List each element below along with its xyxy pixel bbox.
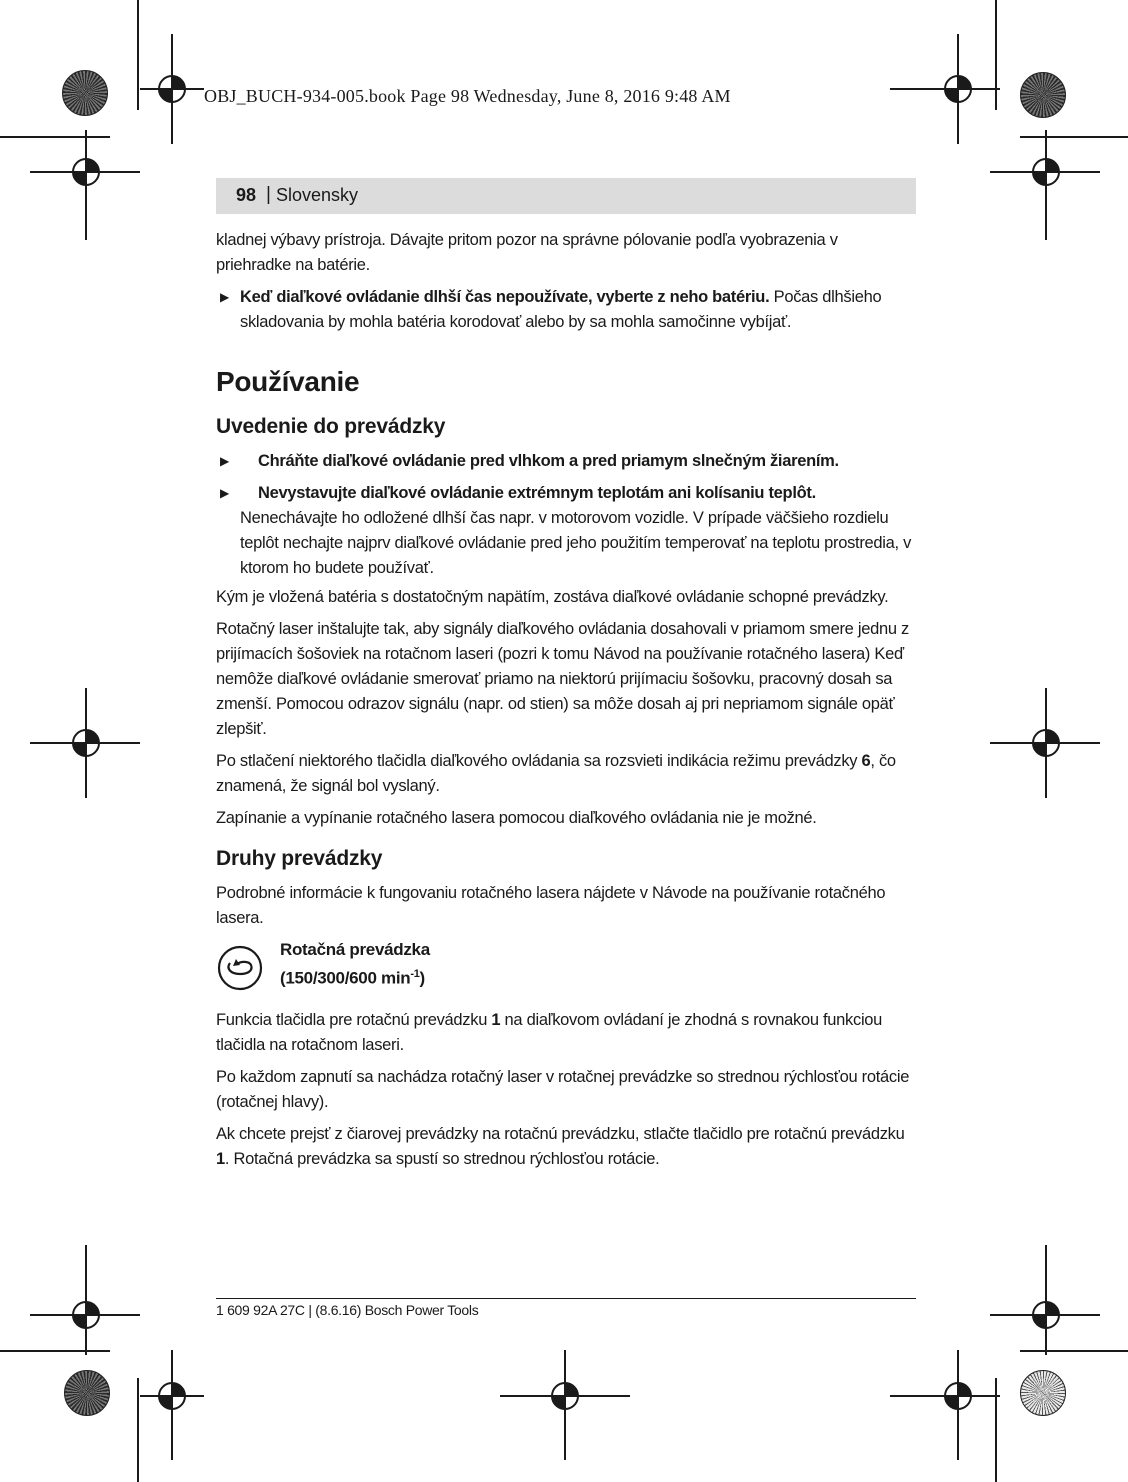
list-item — [216, 285, 916, 335]
paragraph: Podrobné informácie k fungovaniu rotačného lasera nájdete v Návode na používanie rotačného lasera. — [216, 884, 886, 927]
registration-mark-icon — [890, 1350, 1000, 1460]
triangle-bullet-icon: ▶ — [220, 290, 229, 304]
paragraph-text: Po stlačení niektorého tlačidla diaľkového ovládania sa rozsvieti indikácia režimu prevádzky — [216, 752, 862, 770]
reference-number: 1 — [491, 1011, 501, 1029]
registration-mark-icon — [30, 130, 140, 240]
list-item — [216, 481, 916, 581]
reference-number: 6 — [861, 752, 871, 770]
bullet-text: Počas dlhšieho skladovania by mohla batéria korodovať alebo by sa mohla samočinne vybíjať. — [240, 288, 882, 331]
registration-mark-icon — [140, 1350, 204, 1460]
footer-divider — [216, 1298, 916, 1299]
mode-title-superscript: -1 — [410, 968, 420, 980]
bullet-bold-text: Keď diaľkové ovládanie dlhší čas nepoužívate, vyberte z neho batériu. — [240, 288, 770, 306]
paragraph-text: . Rotačná prevádzka sa spustí so strednou rýchlosťou rotácie. — [224, 1150, 660, 1168]
registration-mark-icon — [30, 1245, 140, 1355]
paragraph-text: , čo znamená, že signál bol vyslaný. — [216, 752, 896, 795]
header-separator: | — [266, 184, 271, 205]
color-target-icon — [62, 70, 108, 116]
page-header-band — [216, 178, 916, 214]
registration-mark-icon — [990, 130, 1100, 240]
color-target-icon — [1020, 1370, 1066, 1416]
rotation-mode-icon — [216, 944, 264, 992]
registration-mark-icon — [140, 34, 204, 144]
registration-mark-icon — [890, 34, 1000, 144]
color-target-icon — [64, 1370, 110, 1416]
bullet-bold-text: Chráňte diaľkové ovládanie pred vlhkom a pred priamym slnečným žiarením. — [258, 452, 839, 470]
triangle-bullet-icon: ▶ — [220, 454, 229, 468]
bullet-text: Nenechávajte ho odložené dlhší čas napr. v motorovom vozidle. V prípade väčšieho rozdielu teplôt nechajte najprv diaľkové ovládanie pred jeho použitím temperovať na teplotu prostredia, v ktorom ho budete používať. — [240, 509, 912, 577]
bullet-bold-text: Nevystavujte diaľkové ovládanie extrémnym teplotám ani kolísaniu teplôt. — [258, 484, 816, 502]
reference-number: 1 — [216, 1150, 225, 1168]
page-footer: 1 609 92A 27C | (8.6.16) Bosch Power Tools — [216, 1302, 479, 1318]
registration-mark-icon — [990, 1245, 1100, 1355]
mode-heading — [216, 938, 916, 996]
color-target-icon — [1020, 72, 1066, 118]
page-body — [216, 228, 916, 1179]
registration-mark-icon — [500, 1350, 630, 1460]
mode-title — [280, 938, 430, 991]
mode-title-text: (150/300/600 min — [280, 968, 411, 988]
subsection-title: Druhy prevádzky — [216, 847, 383, 870]
paragraph-text: Funkcia tlačidla pre rotačnú prevádzku — [216, 1011, 492, 1029]
paragraph: Rotačný laser inštalujte tak, aby signály diaľkového ovládania dosahovali v priamom smere jednu z prijímacích šošoviek na rotačnom laseri (pozri k tomu Návod na používanie rotačného lasera) Keď nemôže diaľkové ovládanie smerovať priamo na niektorú prijímaciu šošovku, pracovný dosah sa zmenší. Pomocou odrazov signálu (napr. od stien) sa môže dosah aj pri nepriamom signále opäť zlepšiť. — [216, 620, 909, 738]
paragraph-text: Ak chcete prejsť z čiarovej prevádzky na rotačnú prevádzku, stlačte tlačidlo pre rotačnú prevádzku — [216, 1125, 905, 1143]
triangle-bullet-icon: ▶ — [220, 486, 229, 500]
mode-title-text: ) — [419, 968, 425, 988]
page-number: 98 — [236, 185, 257, 205]
registration-mark-icon — [990, 688, 1100, 798]
mode-title-line — [280, 962, 430, 991]
section-title: Používanie — [216, 366, 360, 397]
paragraph — [216, 1122, 916, 1172]
paragraph — [216, 749, 916, 799]
registration-mark-icon — [30, 688, 140, 798]
paragraph — [216, 1008, 916, 1058]
mode-title-line: Rotačná prevádzka — [280, 940, 430, 959]
paragraph: Zapínanie a vypínanie rotačného lasera pomocou diaľkového ovládania nie je možné. — [216, 809, 817, 827]
header-language: Slovensky — [276, 185, 359, 205]
paragraph: Po každom zapnutí sa nachádza rotačný laser v rotačnej prevádzke so strednou rýchlosťou rotácie (rotačnej hlavy). — [216, 1068, 910, 1111]
list-item — [216, 449, 916, 474]
paragraph: Kým je vložená batéria s dostatočným napätím, zostáva diaľkové ovládanie schopné prevádzky. — [216, 588, 889, 606]
subsection-title: Uvedenie do prevádzky — [216, 415, 446, 438]
book-slug-header: OBJ_BUCH-934-005.book Page 98 Wednesday, June 8, 2016 9:48 AM — [204, 86, 731, 106]
paragraph: kladnej výbavy prístroja. Dávajte pritom pozor na správne pólovanie podľa vyobrazenia v priehradke na batérie. — [216, 231, 838, 274]
paragraph-text: na diaľkovom ovládaní je zhodná s rovnakou funkciou tlačidla na rotačnom laseri. — [216, 1011, 883, 1054]
